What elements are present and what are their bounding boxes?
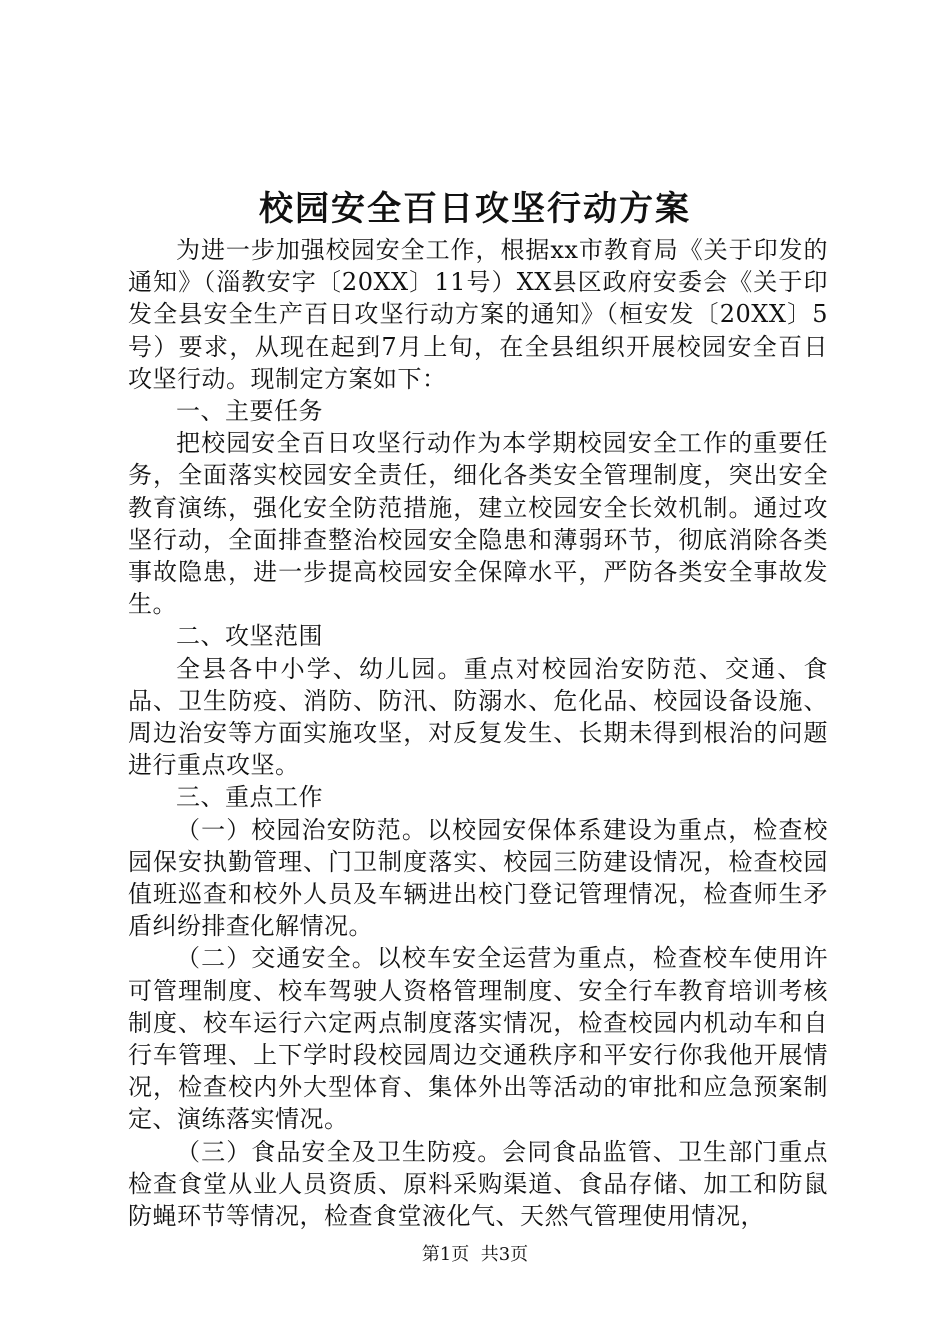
page-footer <box>0 1243 950 1267</box>
section-heading-main-tasks: 一、主要任务 <box>176 397 323 426</box>
section-heading-key-work: 三、重点工作 <box>176 783 323 812</box>
intro-paragraph: 为进一步加强校园安全工作，根据xx市教育局《关于印发的通知》（淄教安字〔20XX〕11号）XX县区政府安委会《关于印发全县安全生产百日攻坚行动方案的通知》（桓安发〔20XX〕5号）要求，从现在起到7月上旬，在全县组织开展校园安全百日攻坚行动。现制定方案如下： <box>128 236 828 393</box>
document-body <box>128 234 828 1232</box>
section-heading-scope: 二、攻坚范围 <box>176 622 323 651</box>
key-work-food-paragraph: （三）食品安全及卫生防疫。会同食品监管、卫生部门重点检查食堂从业人员资质、原料采购渠道、食品存储、加工和防鼠防蝇环节等情况，检查食堂液化气、天然气管理使用情况， <box>128 1137 828 1231</box>
key-work-security-paragraph: （一）校园治安防范。以校园安保体系建设为重点，检查校园保安执勤管理、门卫制度落实、校园三防建设情况，检查校园值班巡查和校外人员及车辆进出校门登记管理情况，检查师生矛盾纠纷排查化解情况。 <box>128 815 828 941</box>
scope-paragraph: 全县各中小学、幼儿园。重点对校园治安防范、交通、食品、卫生防疫、消防、防汛、防溺水、危化品、校园设备设施、周边治安等方面实施攻坚，对反复发生、长期未得到根治的问题进行重点攻坚。 <box>128 654 828 780</box>
key-work-traffic-paragraph: （二）交通安全。以校车安全运营为重点，检查校车使用许可管理制度、校车驾驶人资格管理制度、安全行车教育培训考核制度、校车运行六定两点制度落实情况，检查校园内机动车和自行车管理、上下学时段校园周边交通秩序和平安行你我他开展情况，检查校内外大型体育、集体外出等活动的审批和应急预案制定、演练落实情况。 <box>128 944 828 1134</box>
main-tasks-paragraph: 把校园安全百日攻坚行动作为本学期校园安全工作的重要任务，全面落实校园安全责任，细化各类安全管理制度，突出安全教育演练，强化安全防范措施，建立校园安全长效机制。通过攻坚行动，全面排查整治校园安全隐患和薄弱环节，彻底消除各类事故隐患，进一步提高校园安全保障水平，严防各类安全事故发生。 <box>128 429 828 619</box>
document-title: 校园安全百日攻坚行动方案 <box>259 189 691 229</box>
page-number-label: 第1页 共3页 <box>421 1244 529 1265</box>
